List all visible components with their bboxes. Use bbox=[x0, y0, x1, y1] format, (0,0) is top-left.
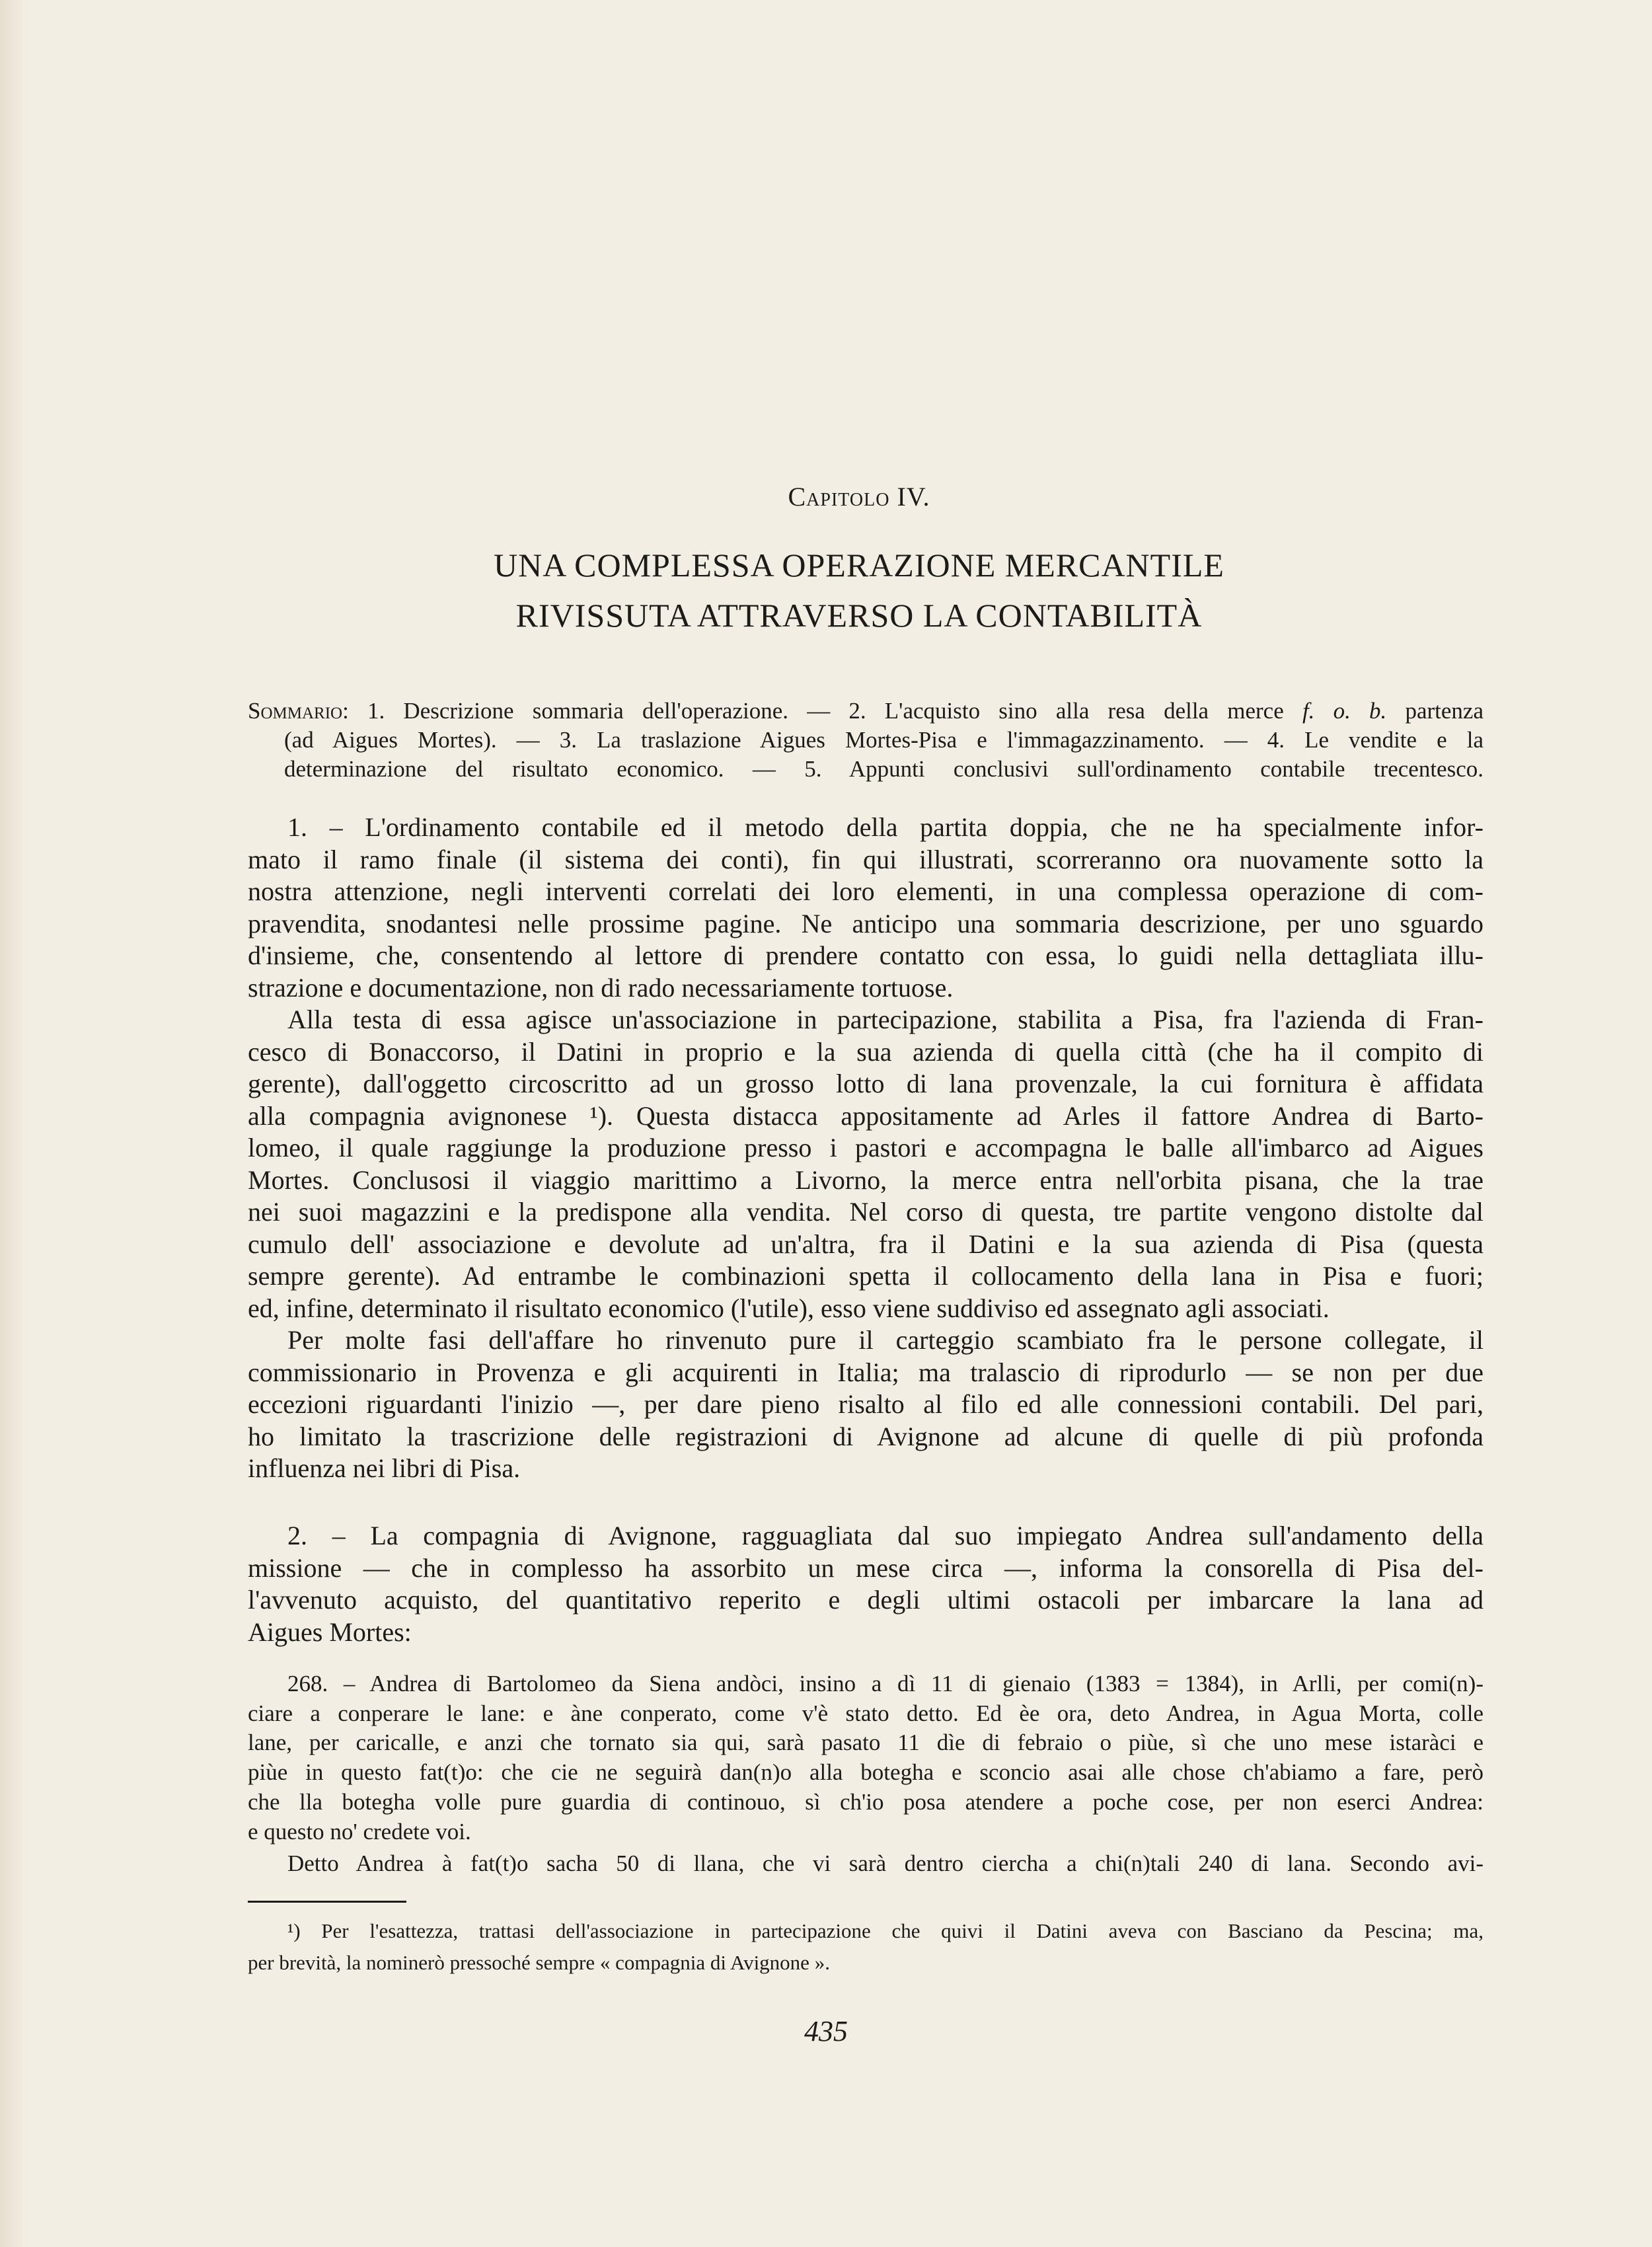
text-line: strazione e documentazione, non di rado necessariamente tortuose. bbox=[248, 972, 954, 1003]
summary-fob: f. o. b. bbox=[1302, 698, 1387, 724]
text-line: cesco di Bonaccorso, il Datini in proprio e la sua azienda di quella città (che ha il compito di bbox=[248, 1036, 1483, 1067]
text-line: Alla testa di essa agisce un'associazione in partecipazione, stabilita a Pisa, fra l'azienda di Fran- bbox=[287, 1005, 1483, 1034]
text-line: piùe in questo fat(t)o: che cie ne seguirà dan(n)o alla botegha e sconcio asai alle chose ch'abiamo a fare, però bbox=[248, 1759, 1483, 1786]
footnote-rule bbox=[248, 1901, 406, 1903]
page-number: 435 bbox=[804, 2015, 848, 2047]
chapter-title-line-2: RIVISSUTA ATTRAVERSO LA CONTABILITÀ bbox=[515, 597, 1203, 634]
text-line: 268. – Andrea di Bartolomeo da Siena andòci, insino a dì 11 di gienaio (1383 = 1384), in Arlli, per comi(n)- bbox=[287, 1671, 1483, 1696]
text-line: lane, per caricalle, e anzi che tornato sia qui, sarà pasato 11 dìe di febraio o piùe, sì che uno mese istaràci e bbox=[248, 1730, 1483, 1756]
summary-line-1 bbox=[248, 698, 1483, 724]
text-line: Mortes. Conclusosi il viaggio marittimo a Livorno, la merce entra nell'orbita pisana, che la trae bbox=[248, 1164, 1483, 1195]
text-line: missione — che in complesso ha assorbito un mese circa —, informa la consorella di Pisa del- bbox=[248, 1552, 1483, 1583]
text-line: che lla botegha volle pure guardia di continouo, sì ch'io posa atendere a poche cose, per non eserci Andrea: bbox=[248, 1788, 1483, 1815]
text-line: 1. – L'ordinamento contabile ed il metodo della partita doppia, che ne ha specialmente infor- bbox=[287, 812, 1483, 842]
text-line: cumulo dell' associazione e devolute ad un'altra, fra il Datini e la sua azienda di Pisa (questa bbox=[248, 1229, 1483, 1259]
text-line: pravendita, snodantesi nelle prossime pagine. Ne anticipo una sommaria descrizione, per uno sguardo bbox=[248, 908, 1483, 938]
text-line: eccezioni riguardanti l'inizio —, per dare pieno risalto al filo ed alle connessioni contabili. Del pari, bbox=[248, 1389, 1483, 1419]
text-line: 2. – La compagnia di Avignone, ragguagliata dal suo impiegato Andrea sull'andamento della bbox=[287, 1521, 1483, 1550]
text-line: Detto Andrea à fat(t)o sacha 50 di llana, che vi sarà dentro ciercha a chi(n)tali 240 di lana. Secondo avi- bbox=[287, 1850, 1483, 1876]
footnote-line-1: ¹) Per l'esattezza, trattasi dell'associazione in partecipazione che quivi il Datini aveva con Basciano da Pescina; ma, bbox=[287, 1919, 1483, 1942]
text-line: Per molte fasi dell'affare ho rinvenuto pure il carteggio scambiato fra le persone collegate, il bbox=[287, 1325, 1483, 1355]
text-line: d'insieme, che, consentendo al lettore di prendere contatto con essa, lo guidi nella dettagliata illu- bbox=[248, 940, 1483, 970]
text-line: lomeo, il quale raggiunge la produzione presso i pastori e accompagna le balle all'imbarco ad Aigues bbox=[248, 1133, 1483, 1162]
text-line: Aigues Mortes: bbox=[248, 1617, 412, 1647]
text-line: l'avvenuto acquisto, del quantitativo reperito e degli ultimi ostacoli per imbarcare la lana ad bbox=[248, 1585, 1483, 1615]
text-line: mato il ramo finale (il sistema dei conti), fin qui illustrati, scorreranno ora nuovamente sotto la bbox=[248, 844, 1483, 874]
text-line: nostra attenzione, negli interventi correlati dei loro elementi, in una complessa operazione di com- bbox=[248, 876, 1483, 906]
summary-text: partenza bbox=[1386, 698, 1483, 724]
text-line: sempre gerente). Ad entrambe le combinazioni spetta il collocamento della lana in Pisa e fuori; bbox=[248, 1261, 1483, 1291]
text-line: ciare a conperare le lane: e àne conperato, come v'è stato detto. Ed èe ora, deto Andrea, in Agua Morta, colle bbox=[248, 1700, 1483, 1726]
summary-label: Sommario: bbox=[248, 698, 349, 724]
text-line: influenza nei libri di Pisa. bbox=[248, 1453, 521, 1483]
text-line: nei suoi magazzini e la predispone alla vendita. Nel corso di questa, tre partite vengono distolte dal bbox=[248, 1197, 1483, 1227]
page-edge-shadow bbox=[0, 0, 26, 2247]
summary-text: 1. Descrizione sommaria dell'operazione. — 2. L'acquisto sino alla resa della merce bbox=[348, 698, 1302, 724]
summary-line-2: (ad Aigues Mortes). — 3. La traslazione Aigues Mortes-Pisa e l'immagazzinamento. — 4. Le vendite e la bbox=[284, 727, 1483, 753]
chapter-title-line-1: UNA COMPLESSA OPERAZIONE MERCANTILE bbox=[494, 547, 1224, 584]
footnote-line-2: per brevità, la nominerò pressoché sempre « compagnia di Avignone ». bbox=[248, 1951, 830, 1974]
text-line: ed, infine, determinato il risultato economico (l'utile), esso viene suddiviso ed assegnato agli associati. bbox=[248, 1293, 1330, 1323]
text-line: alla compagnia avignonese ¹). Questa distacca appositamente ad Arles il fattore Andrea di Barto- bbox=[248, 1100, 1483, 1131]
text-line: ho limitato la trascrizione delle registrazioni di Avignone ad alcune di quelle di più profonda bbox=[248, 1421, 1483, 1451]
text-line: e questo no' credete voi. bbox=[248, 1818, 471, 1845]
summary-line-3: determinazione del risultato economico. — 5. Appunti conclusivi sull'ordinamento contabile trecentesco. bbox=[284, 756, 1483, 782]
text-line: commissionario in Provenza e gli acquirenti in Italia; ma tralascio di riprodurlo — se non per due bbox=[248, 1357, 1483, 1387]
chapter-label: Capitolo IV. bbox=[788, 482, 930, 512]
text-line: gerente), dall'oggetto circoscritto ad un grosso lotto di lana provenzale, la cui fornitura è affidata bbox=[248, 1069, 1483, 1098]
